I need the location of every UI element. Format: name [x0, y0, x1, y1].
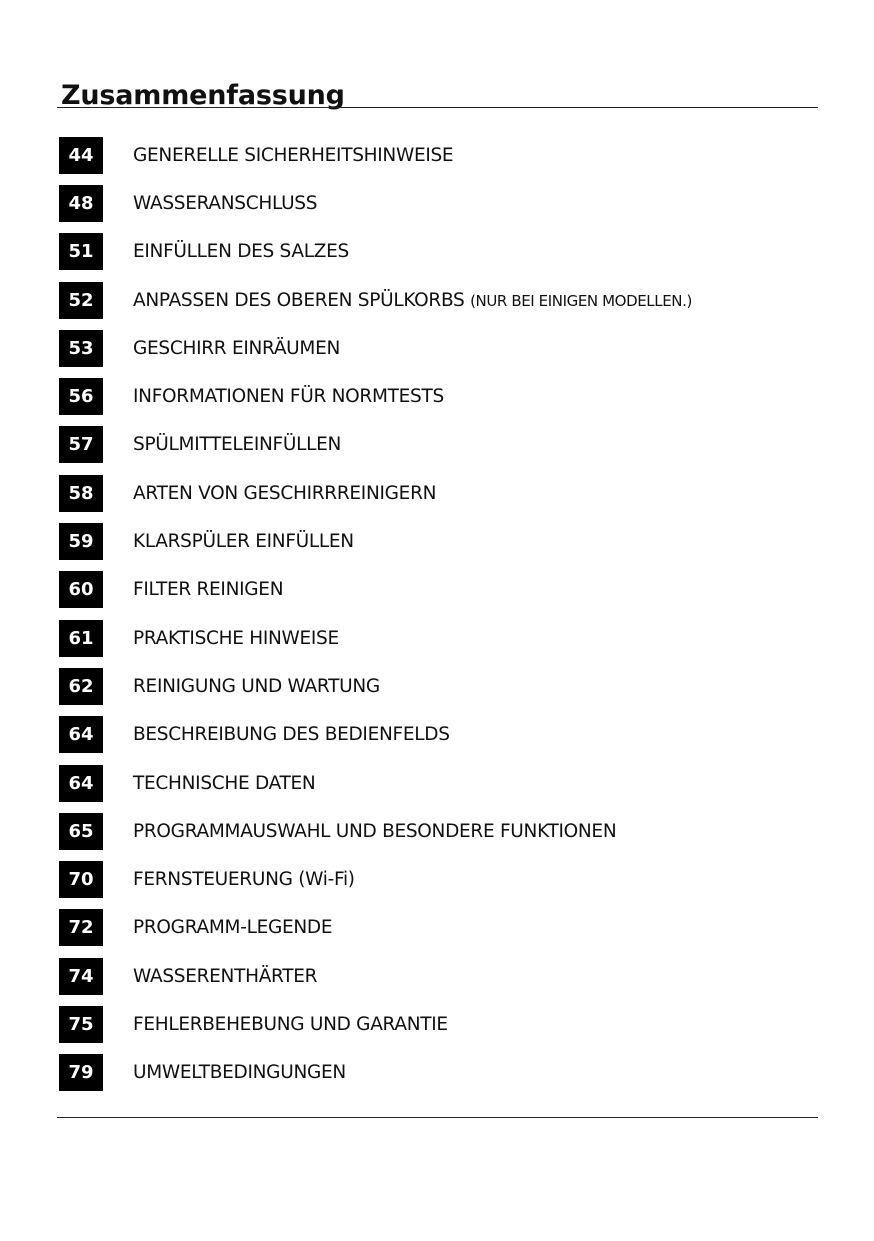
page-number-badge: 61 [59, 620, 103, 657]
toc-entry-text [133, 1062, 346, 1083]
toc-entry[interactable] [59, 952, 692, 1000]
toc-entry-label: WASSERANSCHLUSS [133, 192, 318, 214]
toc-entry[interactable] [59, 421, 692, 469]
toc-entry[interactable] [59, 1049, 692, 1097]
toc-entry-text [133, 483, 436, 504]
page-number-badge: 62 [59, 668, 103, 705]
toc-entry[interactable] [59, 662, 692, 710]
toc-entry-label: PROGRAMMAUSWAHL UND BESONDERE FUNKTIONEN [133, 820, 617, 842]
page-number-badge: 72 [59, 909, 103, 946]
toc-entry[interactable] [59, 324, 692, 372]
toc-entry[interactable] [59, 614, 692, 662]
page-number-badge: 53 [59, 330, 103, 367]
toc-entry[interactable] [59, 276, 692, 324]
toc-entry[interactable] [59, 904, 692, 952]
toc-entry[interactable] [59, 517, 692, 565]
toc-entry-text [133, 917, 332, 938]
toc-entry-label: SPÜLMITTELEINFÜLLEN [133, 434, 342, 456]
toc-entry-label: PROGRAMM-LEGENDE [133, 917, 333, 939]
toc-entry[interactable] [59, 469, 692, 517]
toc-entry-label: FILTER REINIGEN [133, 579, 284, 601]
toc-entry-text [133, 628, 339, 649]
page-number-badge: 57 [59, 426, 103, 463]
toc-entry-text [133, 821, 616, 842]
toc-entry-text [133, 386, 444, 407]
footer-divider [57, 1117, 818, 1118]
page-number-badge: 65 [59, 813, 103, 850]
toc-entry-text [133, 579, 283, 600]
toc-entry-text [133, 290, 692, 311]
toc-entry[interactable] [59, 759, 692, 807]
toc-entry-label: BESCHREIBUNG DES BEDIENFELDS [133, 724, 450, 746]
page-number-badge: 75 [59, 1006, 103, 1043]
page-number-badge: 60 [59, 571, 103, 608]
toc-entry-text [133, 241, 349, 262]
page-number-badge: 51 [59, 233, 103, 270]
toc-entry-text [133, 338, 340, 359]
toc-entry-text [133, 966, 317, 987]
toc-entry-label: REINIGUNG UND WARTUNG [133, 675, 380, 697]
page-number-badge: 59 [59, 523, 103, 560]
toc-entry-text [133, 869, 355, 890]
table-of-contents [59, 131, 692, 1097]
toc-entry[interactable] [59, 1000, 692, 1048]
toc-entry-text [133, 145, 453, 166]
page-title: Zusammenfassung [61, 80, 345, 112]
toc-entry-label: GENERELLE SICHERHEITSHINWEISE [133, 144, 454, 166]
toc-entry-label: UMWELTBEDINGUNGEN [133, 1062, 346, 1084]
header-divider [57, 107, 818, 108]
toc-entry[interactable] [59, 228, 692, 276]
toc-entry-label: GESCHIRR EINRÄUMEN [133, 337, 341, 359]
toc-entry-text [133, 676, 380, 697]
toc-entry[interactable] [59, 372, 692, 420]
toc-entry[interactable] [59, 711, 692, 759]
toc-entry[interactable] [59, 807, 692, 855]
toc-entry-label: WASSERENTHÄRTER [133, 965, 318, 987]
toc-entry-label: PRAKTISCHE HINWEISE [133, 627, 339, 649]
toc-entry[interactable] [59, 131, 692, 179]
toc-entry-text [133, 1014, 448, 1035]
toc-entry[interactable] [59, 566, 692, 614]
toc-entry-label: KLARSPÜLER EINFÜLLEN [133, 531, 354, 553]
page-number-badge: 56 [59, 378, 103, 415]
toc-entry-text [133, 531, 354, 552]
page-number-badge: 44 [59, 137, 103, 174]
toc-entry-label: ANPASSEN DES OBEREN SPÜLKORBS [133, 289, 465, 311]
toc-entry-label: TECHNISCHE DATEN [133, 772, 316, 794]
toc-entry[interactable] [59, 179, 692, 227]
toc-entry[interactable] [59, 855, 692, 903]
page-number-badge: 64 [59, 716, 103, 753]
toc-entry-text [133, 773, 315, 794]
page-number-badge: 70 [59, 861, 103, 898]
page-number-badge: 79 [59, 1054, 103, 1091]
toc-entry-label: INFORMATIONEN FÜR NORMTESTS [133, 386, 444, 408]
toc-entry-label: FEHLERBEHEBUNG UND GARANTIE [133, 1013, 448, 1035]
toc-entry-label: EINFÜLLEN DES SALZES [133, 241, 349, 263]
toc-entry-label: FERNSTEUERUNG (Wi-Fi) [133, 869, 355, 891]
toc-entry-note: (NUR BEI EINIGEN MODELLEN.) [470, 291, 692, 310]
toc-entry-text [133, 193, 317, 214]
page-number-badge: 74 [59, 958, 103, 995]
toc-entry-label: ARTEN VON GESCHIRRREINIGERN [133, 482, 437, 504]
toc-entry-text [133, 434, 341, 455]
page-number-badge: 48 [59, 185, 103, 222]
page-number-badge: 64 [59, 765, 103, 802]
toc-entry-text [133, 724, 450, 745]
page-number-badge: 52 [59, 282, 103, 319]
page-number-badge: 58 [59, 475, 103, 512]
